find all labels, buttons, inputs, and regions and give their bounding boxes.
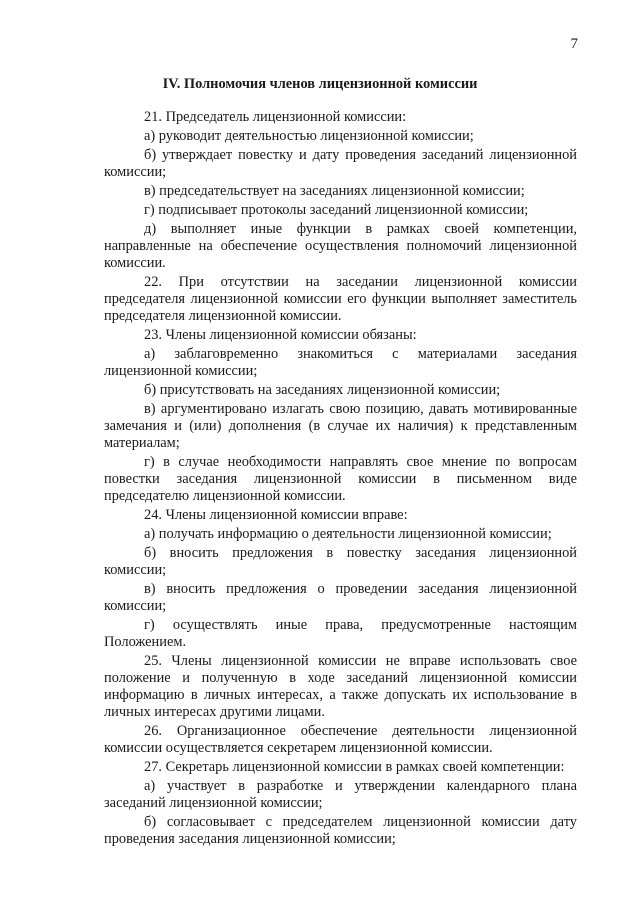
paragraph-26: 26. Организационное обеспечение деятельности лицензионной комиссии осуществляется секретарем лицензионной комиссии. [104, 723, 577, 756]
section-heading: IV. Полномочия членов лицензионной комиссии [162, 76, 478, 92]
page-number: 7 [570, 36, 578, 52]
paragraph-22: 22. При отсутствии на заседании лицензионной комиссии председателя лицензионной комиссии его функции выполняет заместитель председателя лицензионной комиссии. [104, 274, 577, 324]
paragraph-27-b: б) согласовывает с председателем лицензионной комиссии дату проведения заседания лицензионной комиссии; [104, 814, 577, 847]
paragraph-23: 23. Члены лицензионной комиссии обязаны: [144, 327, 417, 343]
paragraph-24-b: б) вносить предложения в повестку заседания лицензионной комиссии; [104, 545, 577, 578]
paragraph-21-b: б) утверждает повестку и дату проведения заседаний лицензионной комиссии; [104, 147, 577, 180]
paragraph-21: 21. Председатель лицензионной комиссии: [144, 109, 407, 125]
paragraph-27: 27. Секретарь лицензионной комиссии в рамках своей компетенции: [144, 759, 565, 775]
paragraph-23-b: б) присутствовать на заседаниях лицензионной комиссии; [144, 382, 501, 398]
paragraph-23-v: в) аргументировано излагать свою позицию, давать мотивированные замечания и (или) дополнения (в случае их наличия) к представленным материалам; [104, 401, 577, 451]
paragraph-24: 24. Члены лицензионной комиссии вправе: [144, 507, 408, 523]
paragraph-24-v: в) вносить предложения о проведении заседания лицензионной комиссии; [104, 581, 577, 614]
paragraph-21-d: д) выполняет иные функции в рамках своей компетенции, направленные на обеспечение осуществления полномочий лицензионной комиссии. [104, 221, 577, 271]
paragraph-24-a: а) получать информацию о деятельности лицензионной комиссии; [144, 526, 552, 542]
paragraph-24-g: г) осуществлять иные права, предусмотренные настоящим Положением. [104, 617, 577, 650]
paragraph-23-g: г) в случае необходимости направлять свое мнение по вопросам повестки заседания лицензионной комиссии в письменном виде председателю лицензионной комиссии. [104, 454, 577, 504]
document-body [104, 109, 577, 850]
paragraph-21-g: г) подписывает протоколы заседаний лицензионной комиссии; [144, 202, 529, 218]
paragraph-23-a: а) заблаговременно знакомиться с материалами заседания лицензионной комиссии; [104, 346, 577, 379]
paragraph-21-v: в) председательствует на заседаниях лицензионной комиссии; [144, 183, 525, 199]
paragraph-25: 25. Члены лицензионной комиссии не вправе использовать свое положение и полученную в ходе заседаний лицензионной комиссии информацию в личных интересах, а также допускать их использование в личных интересах другими лицами. [104, 653, 577, 720]
paragraph-27-a: а) участвует в разработке и утверждении календарного плана заседаний лицензионной комиссии; [104, 778, 577, 811]
paragraph-21-a: а) руководит деятельностью лицензионной комиссии; [144, 128, 474, 144]
